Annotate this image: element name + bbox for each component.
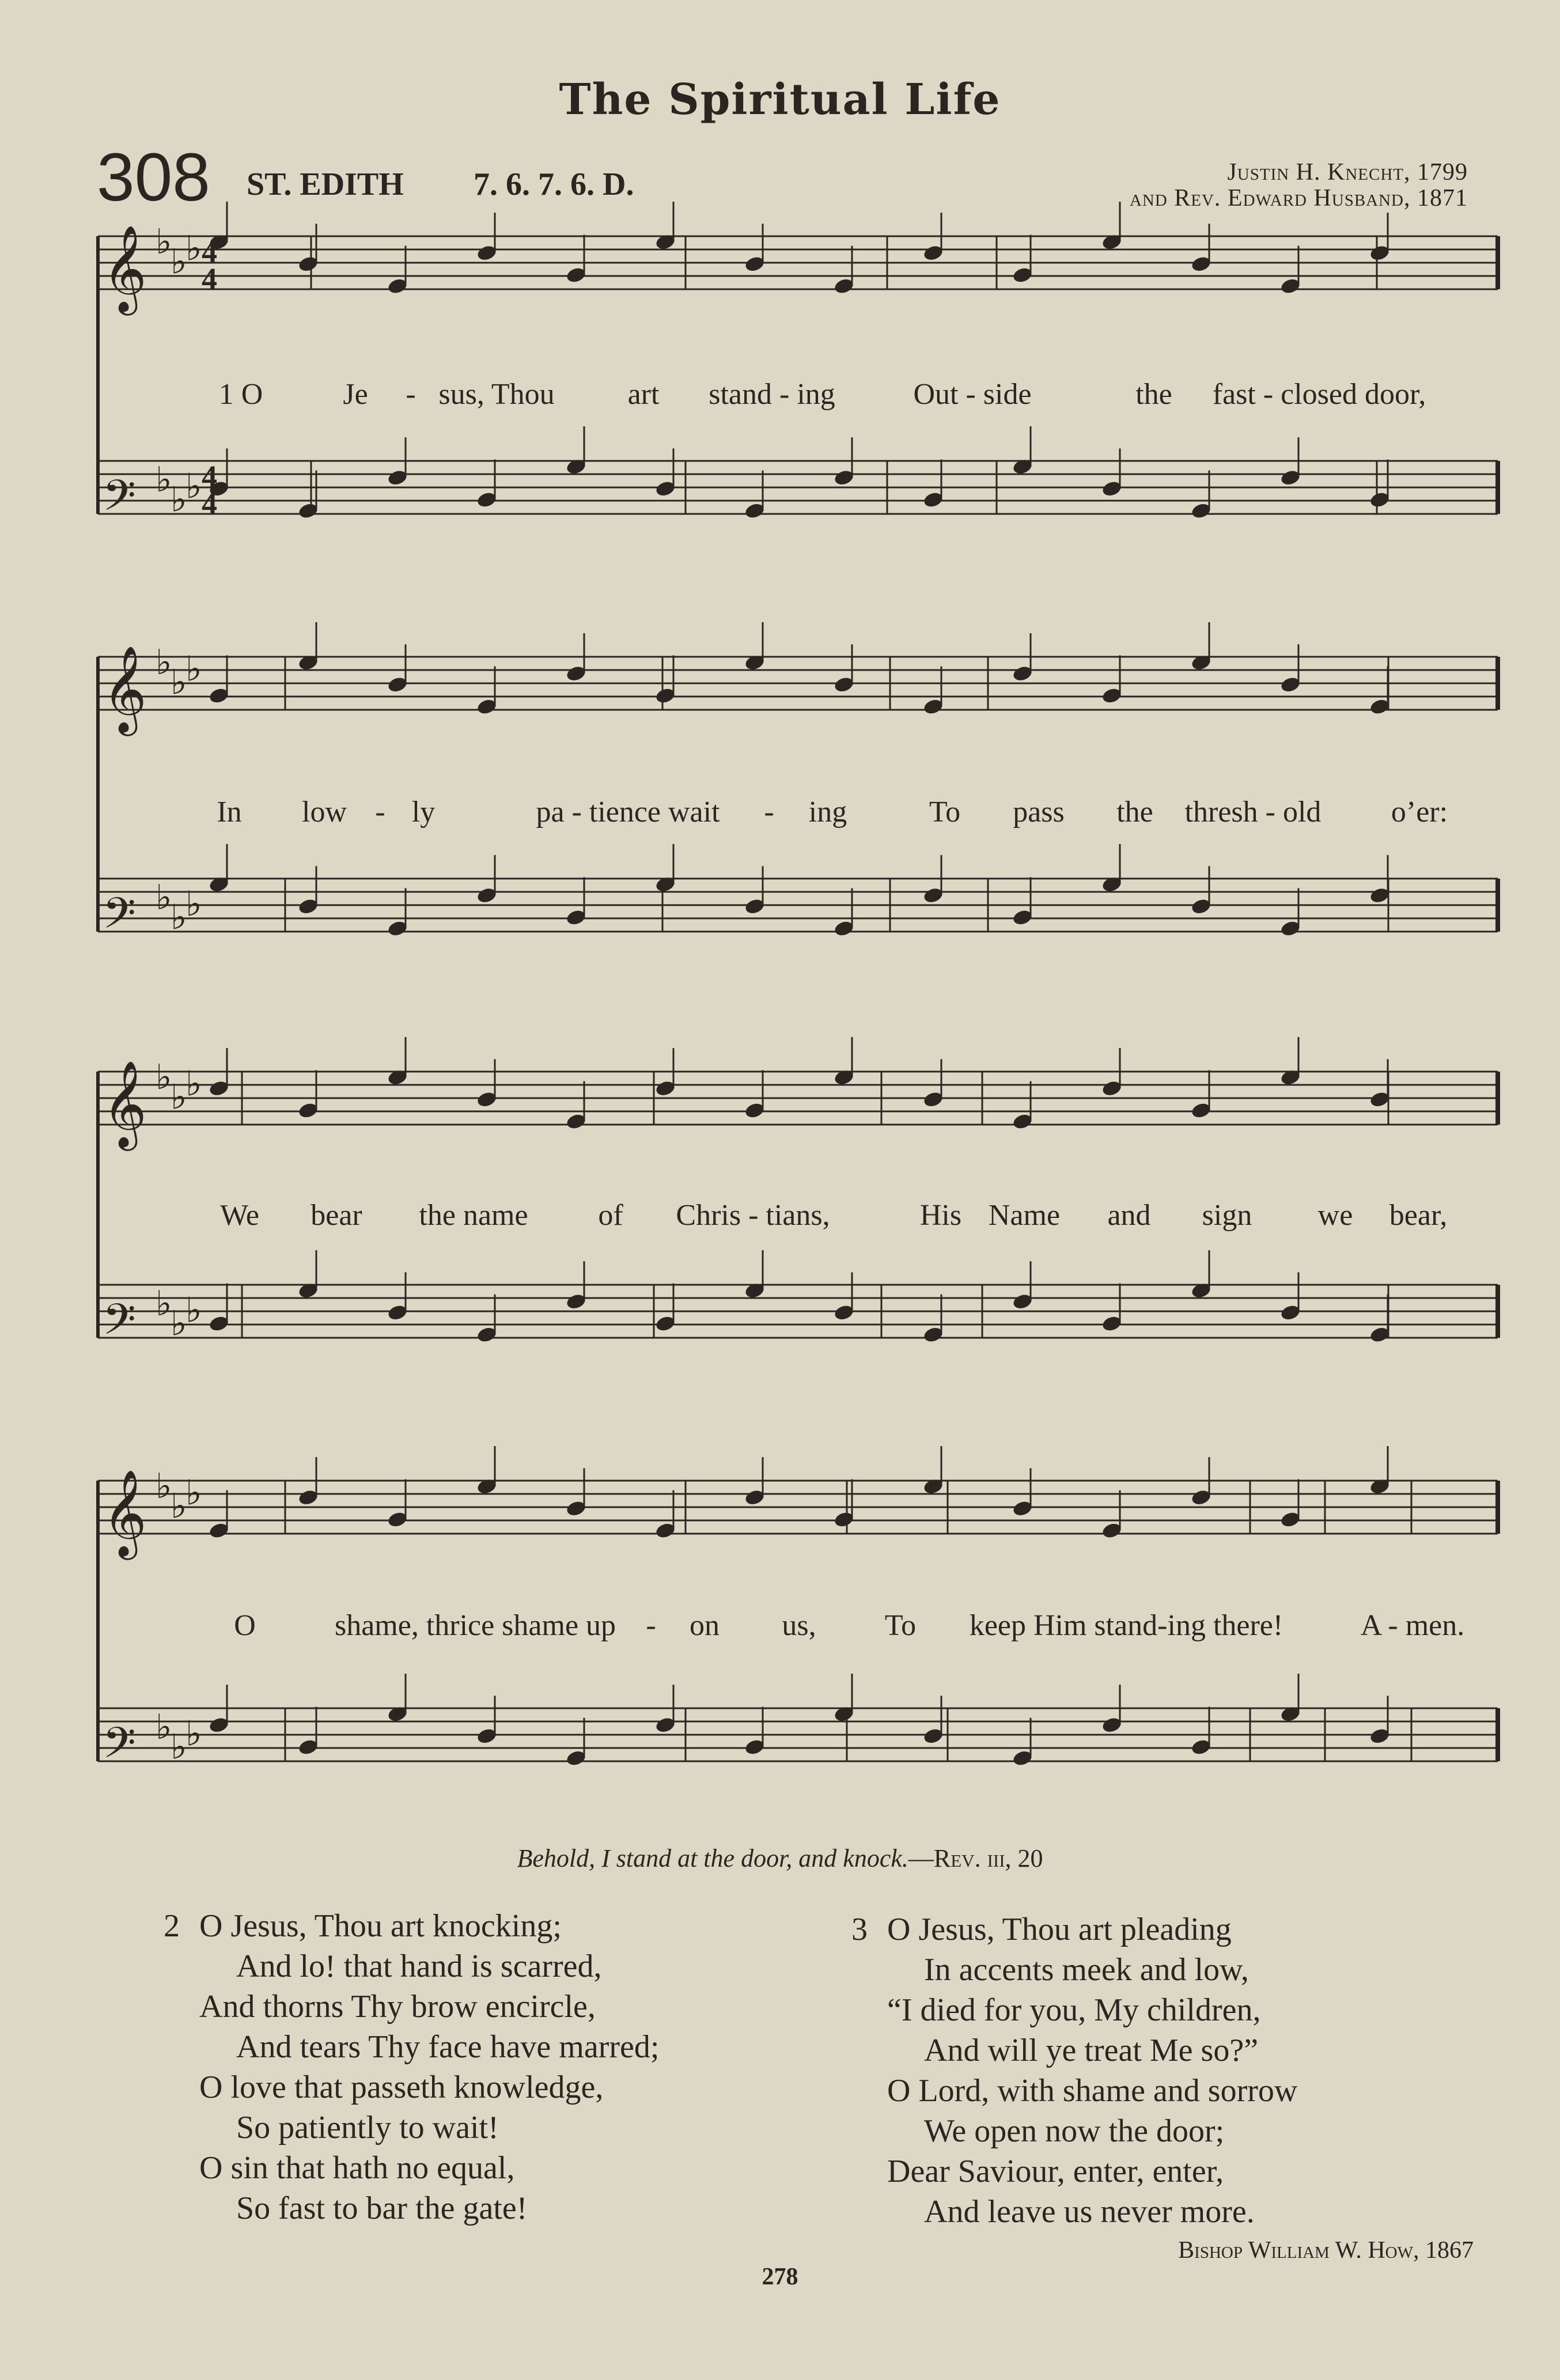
lyric-syllable: Out - side [913, 378, 1032, 411]
lyric-syllable: pass [1013, 796, 1065, 828]
lyric-syllable: stand - ing [709, 378, 835, 411]
stanza-line: O Jesus, Thou art pleading [887, 1912, 1232, 1947]
lyric-syllable: In [217, 796, 242, 828]
stanza-line: And leave us never more. [924, 2194, 1255, 2230]
flat-icon: ♭ [171, 897, 187, 938]
treble-clef-icon: 𝄞 [103, 645, 147, 732]
time-signature: 4 [202, 486, 217, 521]
lyric-syllable: bear, [1389, 1199, 1448, 1232]
bass-clef-icon: 𝄢 [103, 1718, 136, 1779]
flat-icon: ♭ [156, 222, 172, 262]
lyric-syllable: A - men. [1360, 1609, 1465, 1642]
lyric-syllable: o’er: [1391, 796, 1448, 828]
lyric-syllable: ly [411, 796, 436, 828]
stanza-line: “I died for you, My children, [887, 1992, 1261, 2028]
scripture-text: Behold, I stand at the door, and knock. [517, 1844, 908, 1872]
lyric-syllable: O [234, 1609, 256, 1642]
lyric-syllable: art [627, 378, 660, 411]
flat-icon: ♭ [156, 1466, 172, 1507]
meter: 7. 6. 7. 6. D. [474, 167, 634, 202]
time-signature: 4 [202, 459, 217, 494]
lyric-syllable: 1 O [218, 378, 263, 411]
flat-icon: ♭ [185, 649, 202, 690]
lyric-syllable: ing [808, 796, 847, 828]
stanza-line: So fast to bar the gate! [236, 2190, 528, 2226]
lyric-syllable: sus, Thou [438, 378, 555, 411]
lyric-syllable: To [929, 796, 961, 828]
lyric-syllable: shame, thrice shame up [334, 1609, 616, 1642]
lyric-syllable: the [1116, 796, 1153, 828]
treble-clef-icon: 𝄞 [103, 1469, 147, 1556]
lyric-syllable: - [646, 1609, 656, 1642]
section-title: The Spiritual Life [559, 75, 1001, 124]
flat-icon: ♭ [171, 662, 187, 703]
flat-icon: ♭ [185, 1064, 202, 1104]
stanza-2 [164, 1906, 660, 2228]
stanza-line: And will ye treat Me so?” [924, 2033, 1259, 2068]
lyric-syllable: the [1135, 378, 1172, 411]
stanza-line: O sin that hath no equal, [199, 2150, 515, 2186]
lyric-syllable: thresh - old [1184, 796, 1322, 828]
lyric-syllable: To [884, 1609, 917, 1642]
lyric-syllable: low [302, 796, 347, 828]
lyric-syllable: - [406, 378, 416, 411]
scripture-reference: —Rev. iii, 20 [908, 1844, 1043, 1872]
treble-clef-icon: 𝄞 [103, 224, 147, 312]
lyric-syllable: - [764, 796, 774, 828]
lyric-syllable: His [919, 1199, 962, 1232]
arranger-credit: and Rev. Edward Husband, 1871 [1129, 185, 1468, 211]
composer-credit: Justin H. Knecht, 1799 [1227, 159, 1468, 186]
flat-icon: ♭ [171, 479, 187, 520]
stanza-line: In accents meek and low, [924, 1952, 1249, 1988]
flat-icon: ♭ [185, 1473, 202, 1513]
stanza-line: And lo! that hand is scarred, [236, 1948, 602, 1984]
lyric-syllable: we [1317, 1199, 1353, 1232]
flat-icon: ♭ [185, 1713, 202, 1754]
flat-icon: ♭ [171, 1077, 187, 1118]
time-signature: 4 [202, 262, 217, 296]
lyric-syllable: and [1107, 1199, 1151, 1232]
lyric-syllable: sign [1202, 1199, 1252, 1232]
stanza-number: 2 [164, 1908, 180, 1944]
lyric-syllable: the name [419, 1199, 528, 1232]
lyric-syllable: bear [311, 1199, 362, 1232]
stanza-line: And tears Thy face have marred; [236, 2029, 660, 2065]
stanza-line: O Lord, with shame and sorrow [887, 2073, 1298, 2109]
stanza-line: We open now the door; [924, 2113, 1225, 2149]
stanza-3 [851, 1909, 1298, 2232]
scripture-verse [0, 1844, 1560, 1873]
lyric-syllable: keep Him stand-ing there! [969, 1609, 1283, 1642]
lyric-syllable: of [598, 1199, 623, 1232]
flat-icon: ♭ [156, 1284, 172, 1324]
flat-icon: ♭ [171, 1303, 187, 1344]
lyric-syllable: Je [343, 378, 368, 411]
bass-clef-icon: 𝄢 [103, 471, 136, 531]
flat-icon: ♭ [185, 228, 202, 269]
lyric-syllable: We [220, 1199, 259, 1232]
flat-icon: ♭ [171, 1486, 187, 1527]
lyric-syllable: fast - closed door, [1212, 378, 1426, 411]
flat-icon: ♭ [156, 642, 172, 683]
flat-icon: ♭ [185, 1290, 202, 1331]
lyric-syllable: pa - tience wait [536, 796, 720, 828]
stanza-number: 3 [851, 1912, 868, 1947]
stanza-line: O Jesus, Thou art knocking; [199, 1908, 562, 1944]
bass-clef-icon: 𝄢 [103, 1295, 136, 1355]
lyric-syllable: us, [782, 1609, 816, 1642]
author-credit: Bishop William W. How, 1867 [1178, 2237, 1474, 2264]
lyric-syllable: Name [988, 1199, 1061, 1232]
flat-icon: ♭ [156, 1057, 172, 1098]
flat-icon: ♭ [171, 241, 187, 282]
stanza-line: O love that passeth knowledge, [199, 2069, 604, 2105]
time-signature: 4 [202, 234, 217, 269]
hymn-number: 308 [97, 139, 210, 215]
flat-icon: ♭ [156, 460, 172, 500]
stanza-line: Dear Saviour, enter, enter, [887, 2154, 1224, 2189]
stanza-line: And thorns Thy brow encircle, [199, 1989, 596, 2025]
flat-icon: ♭ [171, 1727, 187, 1768]
flat-icon: ♭ [156, 1707, 172, 1747]
bass-clef-icon: 𝄢 [103, 888, 136, 949]
page-number: 278 [762, 2264, 798, 2290]
lyric-syllable: Chris - tians, [676, 1199, 830, 1232]
lyric-syllable: - [375, 796, 385, 828]
lyric-syllable: on [690, 1609, 720, 1642]
treble-clef-icon: 𝄞 [103, 1060, 147, 1147]
stanza-line: So patiently to wait! [236, 2110, 499, 2146]
flat-icon: ♭ [156, 877, 172, 918]
flat-icon: ♭ [185, 884, 202, 925]
flat-icon: ♭ [185, 466, 202, 507]
tune-name: ST. EDITH [247, 167, 404, 202]
